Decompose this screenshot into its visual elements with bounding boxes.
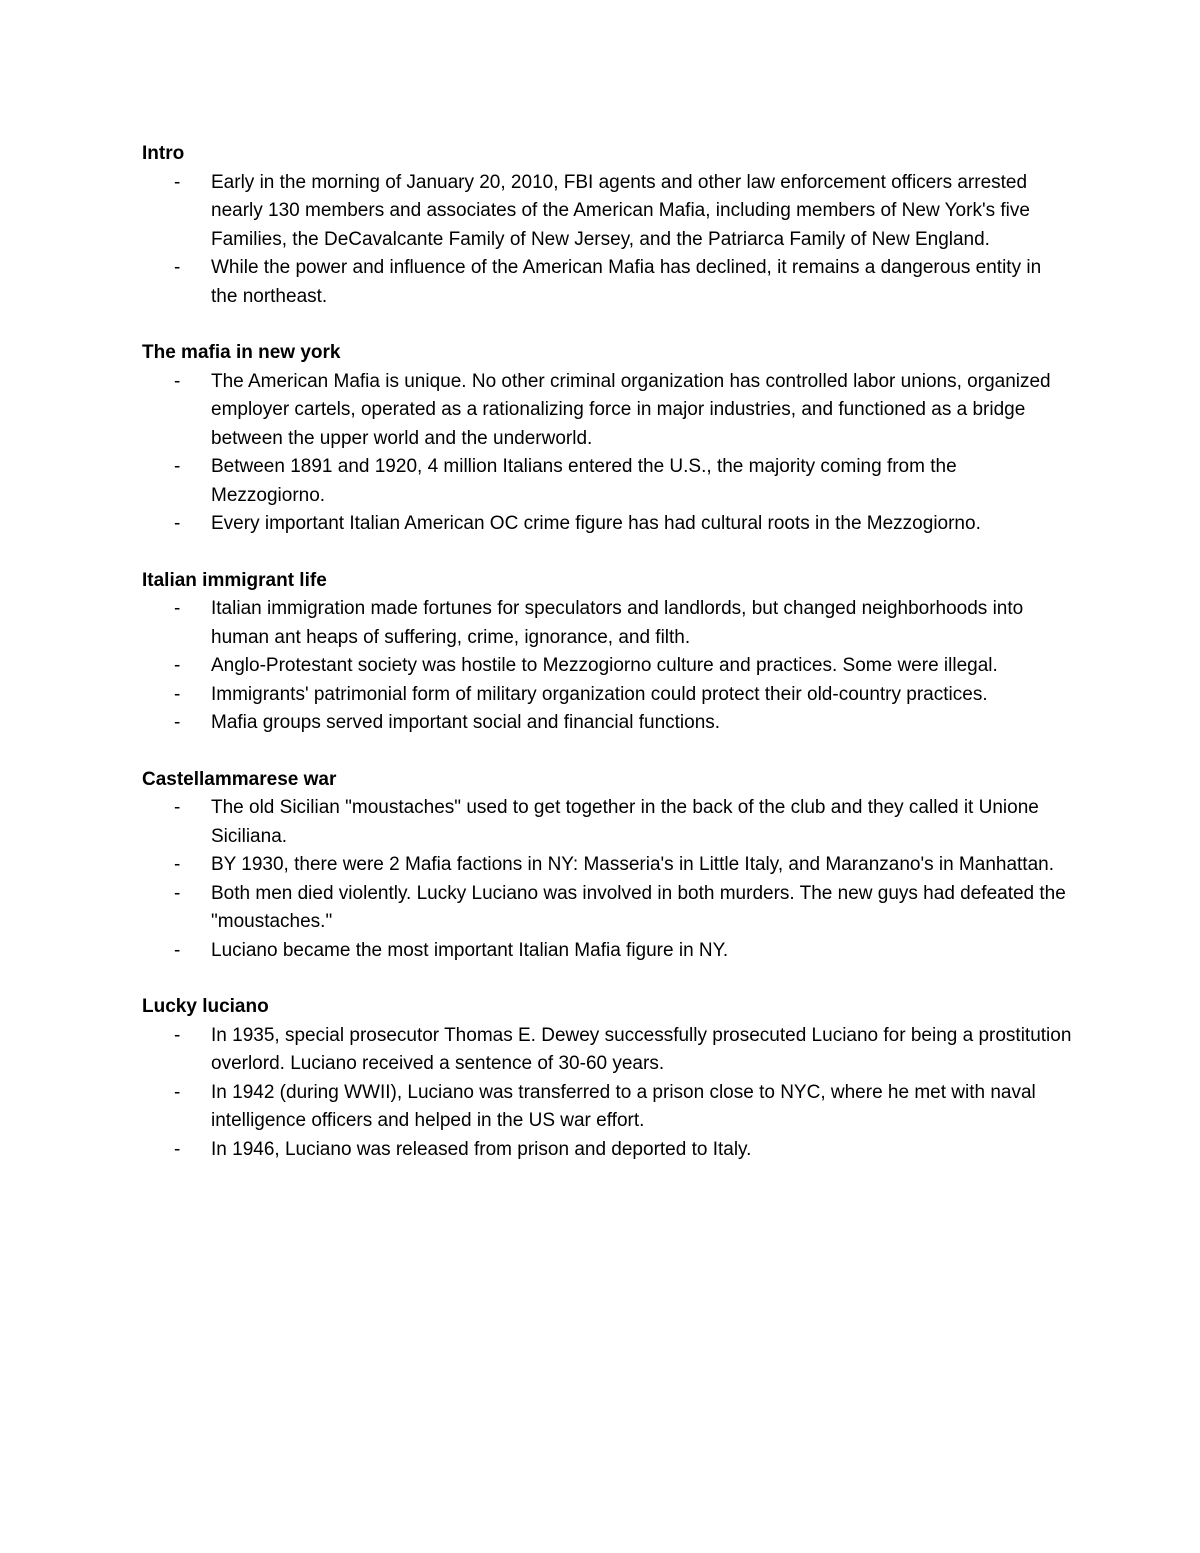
bullet-text: In 1935, special prosecutor Thomas E. Dewey successfully prosecuted Luciano for being a prostitution overlord. Luciano received a sentence of 30-60 years. <box>211 1024 1072 1074</box>
bullet-text: The American Mafia is unique. No other criminal organization has controlled labor unions, organized employer cartels, operated as a rationalizing force in major industries, and functioned as a bridge between the upper world and the underworld. <box>211 370 1051 449</box>
dash-bullet-icon: - <box>174 712 181 733</box>
section-italian-immigrant-life <box>142 567 1072 738</box>
bullet-item <box>142 880 1072 937</box>
bullet-list <box>142 595 1072 738</box>
dash-bullet-icon: - <box>174 655 181 676</box>
dash-bullet-icon: - <box>174 456 181 477</box>
bullet-text: Immigrants' patrimonial form of military organization could protect their old-country practices. <box>211 683 988 705</box>
dash-bullet-icon: - <box>174 797 181 818</box>
section-heading: Italian immigrant life <box>142 569 327 591</box>
dash-bullet-icon: - <box>174 683 181 705</box>
dash-bullet-icon: - <box>174 1138 181 1160</box>
bullet-item <box>142 851 1072 880</box>
dash-bullet-icon: - <box>174 513 181 534</box>
bullet-item <box>142 453 1072 510</box>
bullet-item <box>142 709 1072 738</box>
bullet-text: Luciano became the most important Italian Mafia figure in NY. <box>211 939 729 961</box>
bullet-item <box>142 595 1072 652</box>
dash-bullet-icon: - <box>174 939 181 961</box>
dash-bullet-icon: - <box>174 598 181 619</box>
section-castellammarese-war <box>142 766 1072 966</box>
bullet-list <box>142 1022 1072 1165</box>
bullet-text: Every important Italian American OC crime figure has had cultural roots in the Mezzogiorno. <box>211 513 981 534</box>
bullet-item <box>142 794 1072 851</box>
bullet-text: Anglo-Protestant society was hostile to Mezzogiorno culture and practices. Some were illegal. <box>211 655 998 676</box>
dash-bullet-icon: - <box>174 1024 181 1046</box>
bullet-list <box>142 169 1072 312</box>
section-heading: Castellammarese war <box>142 768 337 790</box>
bullet-text: Both men died violently. Lucky Luciano was involved in both murders. The new guys had defeated the "moustaches." <box>211 882 1066 932</box>
document-page <box>142 140 1072 1192</box>
bullet-text: Early in the morning of January 20, 2010, FBI agents and other law enforcement officers arrested nearly 130 members and associates of the American Mafia, including members of New York's five Families, the DeCavalcante Family of New Jersey, and the Patriarca Family of New England. <box>211 171 1030 250</box>
section-heading: Intro <box>142 143 185 164</box>
bullet-item <box>142 1022 1072 1079</box>
bullet-text: BY 1930, there were 2 Mafia factions in NY: Masseria's in Little Italy, and Maranzano's in Manhattan. <box>211 854 1054 875</box>
bullet-text: In 1942 (during WWII), Luciano was transferred to a prison close to NYC, where he met with naval intelligence officers and helped in the US war effort. <box>211 1081 1036 1131</box>
bullet-text: Italian immigration made fortunes for speculators and landlords, but changed neighborhoods into human ant heaps of suffering, crime, ignorance, and filth. <box>211 598 1024 648</box>
bullet-list <box>142 794 1072 965</box>
dash-bullet-icon: - <box>174 171 181 193</box>
section-intro <box>142 140 1072 311</box>
bullet-item <box>142 368 1072 454</box>
section-heading: The mafia in new york <box>142 342 341 363</box>
section-heading: Lucky luciano <box>142 996 269 1017</box>
bullet-text: In 1946, Luciano was released from prison and deported to Italy. <box>211 1138 752 1160</box>
bullet-item <box>142 254 1072 311</box>
dash-bullet-icon: - <box>174 370 181 392</box>
section-mafia-in-new-york <box>142 339 1072 539</box>
dash-bullet-icon: - <box>174 1081 181 1103</box>
bullet-item <box>142 169 1072 255</box>
bullet-text: While the power and influence of the American Mafia has declined, it remains a dangerous entity in the northeast. <box>211 257 1042 307</box>
bullet-list <box>142 368 1072 539</box>
bullet-item <box>142 1136 1072 1165</box>
dash-bullet-icon: - <box>174 257 181 278</box>
bullet-item <box>142 681 1072 710</box>
section-lucky-luciano <box>142 993 1072 1164</box>
bullet-item <box>142 652 1072 681</box>
bullet-text: Between 1891 and 1920, 4 million Italians entered the U.S., the majority coming from the Mezzogiorno. <box>211 456 957 506</box>
bullet-item <box>142 510 1072 539</box>
bullet-text: Mafia groups served important social and financial functions. <box>211 712 721 733</box>
bullet-text: The old Sicilian "moustaches" used to get together in the back of the club and they called it Unione Siciliana. <box>211 797 1039 847</box>
bullet-item <box>142 1079 1072 1136</box>
dash-bullet-icon: - <box>174 882 181 904</box>
bullet-item <box>142 937 1072 966</box>
dash-bullet-icon: - <box>174 854 181 875</box>
